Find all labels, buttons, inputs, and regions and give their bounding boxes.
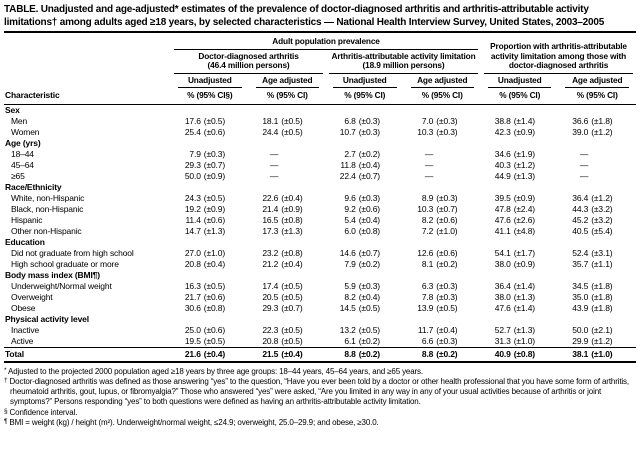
value-cell: — — [579, 170, 589, 181]
row-label: Other non-Hispanic — [11, 225, 82, 236]
value-cell: 35.7 (±1.1) — [572, 258, 613, 269]
value-cell: 21.6 (±0.4) — [171, 347, 248, 362]
row-label: Race/Ethnicity — [5, 181, 62, 192]
row-label: Age (yrs) — [5, 137, 41, 148]
value-cell: — — [269, 159, 279, 170]
value-cell: 39.5 (±0.9) — [494, 192, 535, 203]
value-cell: 20.8 (±0.4) — [184, 258, 226, 269]
value-cell: 22.4 (±0.7) — [339, 170, 380, 181]
value-cell: 6.3 (±0.3) — [421, 280, 458, 291]
value-cell: 34.6 (±1.9) — [494, 148, 535, 159]
table-row — [4, 160, 636, 171]
value-cell: — — [424, 170, 434, 181]
value-cell: — — [269, 170, 279, 181]
value-cell: 44.9 (±1.3) — [494, 170, 535, 181]
section-row — [4, 104, 636, 116]
col-header-unadjusted-3: Unadjusted — [481, 76, 558, 91]
value-cell: 8.2 (±0.6) — [421, 214, 458, 225]
value-cell: 6.6 (±0.3) — [421, 335, 458, 346]
value-cell: 10.3 (±0.7) — [417, 203, 458, 214]
value-cell: 44.3 (±3.2) — [572, 203, 613, 214]
value-cell: 13.2 (±0.5) — [339, 324, 380, 335]
subgroup-header-doctor-diagnosed — [171, 52, 326, 76]
table-row — [4, 193, 636, 204]
table-row — [4, 336, 636, 348]
title-rule — [4, 31, 636, 33]
row-label: Men — [11, 115, 28, 126]
group-header-adult-population: Adult population prevalence — [171, 37, 481, 52]
value-cell: 36.4 (±1.4) — [494, 280, 535, 291]
value-cell: 47.8 (±2.4) — [494, 203, 535, 214]
value-cell: 14.7 (±1.3) — [184, 225, 226, 236]
row-label: ≥65 — [11, 170, 25, 181]
value-cell: 35.0 (±1.8) — [572, 291, 613, 302]
value-cell: — — [579, 159, 589, 170]
group-header-proportion: Proportion with arthritis-attributable activity limitation among those with doctor-diagnosed arthritis — [481, 37, 636, 76]
value-cell: 21.2 (±0.4) — [262, 258, 303, 269]
row-label: Did not graduate from high school — [11, 247, 134, 258]
value-cell: 17.3 (±1.3) — [262, 225, 303, 236]
table-row — [4, 116, 636, 127]
value-cell: 10.7 (±0.3) — [339, 126, 380, 137]
value-cell: 16.3 (±0.5) — [184, 280, 226, 291]
row-label: 45–64 — [11, 159, 34, 170]
value-cell: 29.3 (±0.7) — [262, 302, 303, 313]
table-row — [4, 248, 636, 259]
value-cell: 7.9 (±0.2) — [344, 258, 380, 269]
value-cell: 27.0 (±1.0) — [184, 247, 226, 258]
table-body — [4, 104, 636, 362]
table-row — [4, 149, 636, 160]
value-cell: 14.5 (±0.5) — [339, 302, 380, 313]
footnote: * Adjusted to the projected 2000 population aged ≥18 years by three age groups: 18–44 years, 45–64 years, and ≥65 years. — [4, 366, 423, 376]
value-cell: — — [579, 148, 589, 159]
row-label: Active — [11, 335, 34, 346]
value-cell: 34.5 (±1.8) — [572, 280, 613, 291]
value-cell: 24.4 (±0.5) — [262, 126, 303, 137]
value-cell: 38.0 (±1.3) — [494, 291, 535, 302]
row-label: 18–44 — [11, 148, 34, 159]
row-label: Sex — [5, 104, 20, 115]
value-cell: 29.9 (±1.2) — [572, 335, 613, 346]
table-row — [4, 171, 636, 182]
value-cell: 11.8 (±0.4) — [340, 159, 380, 170]
col-header-age-adjusted-3: Age adjusted — [558, 76, 636, 91]
value-cell: 14.6 (±0.7) — [339, 247, 380, 258]
row-label: Inactive — [11, 324, 40, 335]
subgroup2-label: Arthritis-attributable activity limitation — [331, 50, 476, 61]
value-cell: 19.2 (±0.9) — [184, 203, 226, 214]
value-cell: 6.0 (±0.8) — [344, 225, 380, 236]
value-cell: 45.2 (±3.2) — [572, 214, 613, 225]
value-cell: 21.7 (±0.6) — [184, 291, 226, 302]
value-cell: 39.0 (±1.2) — [572, 126, 613, 137]
value-cell: 19.5 (±0.5) — [184, 335, 226, 346]
value-cell: 12.6 (±0.6) — [417, 247, 458, 258]
value-cell: 52.4 (±3.1) — [572, 247, 613, 258]
row-label: Overweight — [11, 291, 53, 302]
value-cell: 21.4 (±0.9) — [262, 203, 303, 214]
row-label: Underweight/Normal weight — [11, 280, 112, 291]
value-cell: 8.8 (±0.2) — [326, 347, 403, 362]
subgroup1-label: Doctor-diagnosed arthritis — [198, 50, 299, 61]
footnote-marker: * — [4, 366, 7, 374]
value-cell: 29.3 (±0.7) — [184, 159, 226, 170]
row-label: White, non-Hispanic — [11, 192, 85, 203]
value-cell: 38.1 (±1.0) — [558, 347, 636, 362]
value-cell: 22.6 (±0.4) — [262, 192, 303, 203]
value-cell: 7.8 (±0.3) — [421, 291, 458, 302]
table-row — [4, 325, 636, 336]
value-cell: 8.2 (±0.4) — [344, 291, 380, 302]
table-row — [4, 259, 636, 270]
characteristic-label: Characteristic — [5, 90, 60, 100]
value-cell: 16.5 (±0.8) — [262, 214, 303, 225]
col-header-pct-ci-5: % (95% CI) — [499, 90, 541, 100]
value-cell: 41.1 (±4.8) — [494, 225, 535, 236]
value-cell: 8.8 (±0.2) — [404, 347, 482, 362]
col-header-unadjusted-1: Unadjusted — [171, 76, 248, 91]
table-row — [4, 215, 636, 226]
value-cell: 31.3 (±1.0) — [494, 335, 535, 346]
section-row — [4, 138, 636, 149]
value-cell: 40.3 (±1.2) — [494, 159, 535, 170]
value-cell: 2.7 (±0.2) — [344, 148, 380, 159]
value-cell: 52.7 (±1.3) — [494, 324, 535, 335]
col-header-pct-ci-4: % (95% CI) — [421, 90, 463, 100]
value-cell: 25.0 (±0.6) — [184, 324, 226, 335]
value-cell: 10.3 (±0.3) — [417, 126, 458, 137]
section-row — [4, 182, 636, 193]
value-cell: — — [269, 148, 279, 159]
value-cell: 54.1 (±1.7) — [494, 247, 535, 258]
value-cell: 7.9 (±0.3) — [189, 148, 226, 159]
value-cell: 17.6 (±0.5) — [184, 115, 226, 126]
section-row — [4, 314, 636, 325]
row-label: Hispanic — [11, 214, 43, 225]
row-label: Physical activity level — [5, 313, 89, 324]
value-cell: — — [424, 159, 434, 170]
col-header-age-adjusted-2: Age adjusted — [404, 76, 482, 91]
row-label: Total — [4, 347, 171, 362]
value-cell: 5.4 (±0.4) — [344, 214, 380, 225]
prevalence-table — [4, 37, 636, 363]
col-header-age-adjusted-1: Age adjusted — [249, 76, 326, 91]
col-header-pct-ci-6: % (95% CI) — [576, 90, 618, 100]
col-header-pct-ci-3: % (95% CI) — [344, 90, 386, 100]
value-cell: 40.5 (±5.4) — [572, 225, 613, 236]
table-title: TABLE. Unadjusted and age-adjusted* estimates of the prevalence of doctor-diagnosed arthritis and arthritis-attributable activity limitations† among adults aged ≥18 years, by selected characteristics — National Health Interview Survey, United States, 2003–2005 — [4, 4, 605, 28]
col-header-pct-ci-2: % (95% CI) — [266, 90, 308, 100]
value-cell: 42.3 (±0.9) — [494, 126, 535, 137]
value-cell: 20.8 (±0.5) — [262, 335, 303, 346]
value-cell: 38.0 (±0.9) — [494, 258, 535, 269]
footnote-marker: † — [4, 377, 8, 385]
subgroup-header-activity-limitation — [326, 52, 481, 76]
col-header-pct-ci-1: % (95% CI§) — [187, 90, 233, 100]
value-cell: 30.6 (±0.8) — [184, 302, 226, 313]
value-cell: 5.9 (±0.3) — [344, 280, 380, 291]
value-cell: 36.4 (±1.2) — [572, 192, 613, 203]
row-label: Women — [11, 126, 40, 137]
footnote-marker: § — [4, 407, 8, 415]
table-row — [4, 292, 636, 303]
value-cell: 20.5 (±0.5) — [262, 291, 303, 302]
value-cell: 50.0 (±0.9) — [184, 170, 226, 181]
value-cell: — — [424, 148, 434, 159]
value-cell: 9.6 (±0.3) — [344, 192, 380, 203]
value-cell: 18.1 (±0.5) — [262, 115, 303, 126]
value-cell: 8.1 (±0.2) — [421, 258, 458, 269]
value-cell: 21.5 (±0.4) — [249, 347, 326, 362]
value-cell: 36.6 (±1.8) — [572, 115, 613, 126]
table-row — [4, 127, 636, 138]
row-label: Body mass index (BMI¶) — [5, 269, 100, 280]
row-label: High school graduate or more — [11, 258, 119, 269]
table-header — [4, 37, 636, 104]
value-cell: 50.0 (±2.1) — [572, 324, 613, 335]
value-cell: 23.2 (±0.8) — [262, 247, 303, 258]
table-row — [4, 204, 636, 215]
section-row — [4, 237, 636, 248]
table-row — [4, 303, 636, 314]
subgroup1-population: (46.4 million persons) — [207, 60, 290, 70]
col-header-unadjusted-2: Unadjusted — [326, 76, 403, 91]
value-cell: 22.3 (±0.5) — [262, 324, 303, 335]
value-cell: 6.8 (±0.3) — [344, 115, 380, 126]
value-cell: 47.6 (±1.4) — [494, 302, 535, 313]
table-row — [4, 226, 636, 237]
value-cell: 24.3 (±0.5) — [184, 192, 226, 203]
value-cell: 38.8 (±1.4) — [494, 115, 535, 126]
footnotes — [4, 366, 636, 429]
section-row — [4, 270, 636, 281]
footnote: ¶ BMI = weight (kg) / height (m²). Underweight/normal weight, ≤24.9; overweight, 25.0–29.9; and obese, ≥30.0. — [4, 418, 379, 428]
value-cell: 6.1 (±0.2) — [344, 335, 380, 346]
value-cell: 7.0 (±0.3) — [421, 115, 458, 126]
column-header-characteristic — [4, 37, 171, 104]
value-cell: 43.9 (±1.8) — [572, 302, 613, 313]
footnote: § Confidence interval. — [4, 407, 78, 417]
row-label: Black, non-Hispanic — [11, 203, 84, 214]
table-row — [4, 281, 636, 292]
value-cell: 13.9 (±0.5) — [417, 302, 458, 313]
value-cell: 11.7 (±0.4) — [417, 324, 458, 335]
value-cell: 25.4 (±0.6) — [184, 126, 226, 137]
footnote-marker: ¶ — [4, 418, 8, 426]
value-cell: 9.2 (±0.6) — [344, 203, 380, 214]
value-cell: 40.9 (±0.8) — [481, 347, 558, 362]
row-label: Obese — [11, 302, 36, 313]
footnote: † Doctor-diagnosed arthritis was defined as those answering “yes” to the question, “Have you ever been told by a doctor or other health professional that you have some form of arthritis, rheumatoid arthritis, gout, lupus, or fibromyalgia?” Those who answered “yes” were asked, “Are you limited in any way in any of your usual activities because of arthritis or joint symptoms?” Persons responding “yes” to both questions were defined as having an arthritis-attributable activity limitation. — [4, 377, 629, 406]
subgroup2-population: (18.9 million persons) — [362, 60, 445, 70]
value-cell: 7.2 (±1.0) — [421, 225, 458, 236]
value-cell: 8.9 (±0.3) — [421, 192, 458, 203]
total-row — [4, 347, 636, 362]
value-cell: 47.6 (±2.6) — [494, 214, 535, 225]
value-cell: 17.4 (±0.5) — [262, 280, 303, 291]
value-cell: 11.4 (±0.6) — [185, 214, 226, 225]
row-label: Education — [5, 236, 45, 247]
